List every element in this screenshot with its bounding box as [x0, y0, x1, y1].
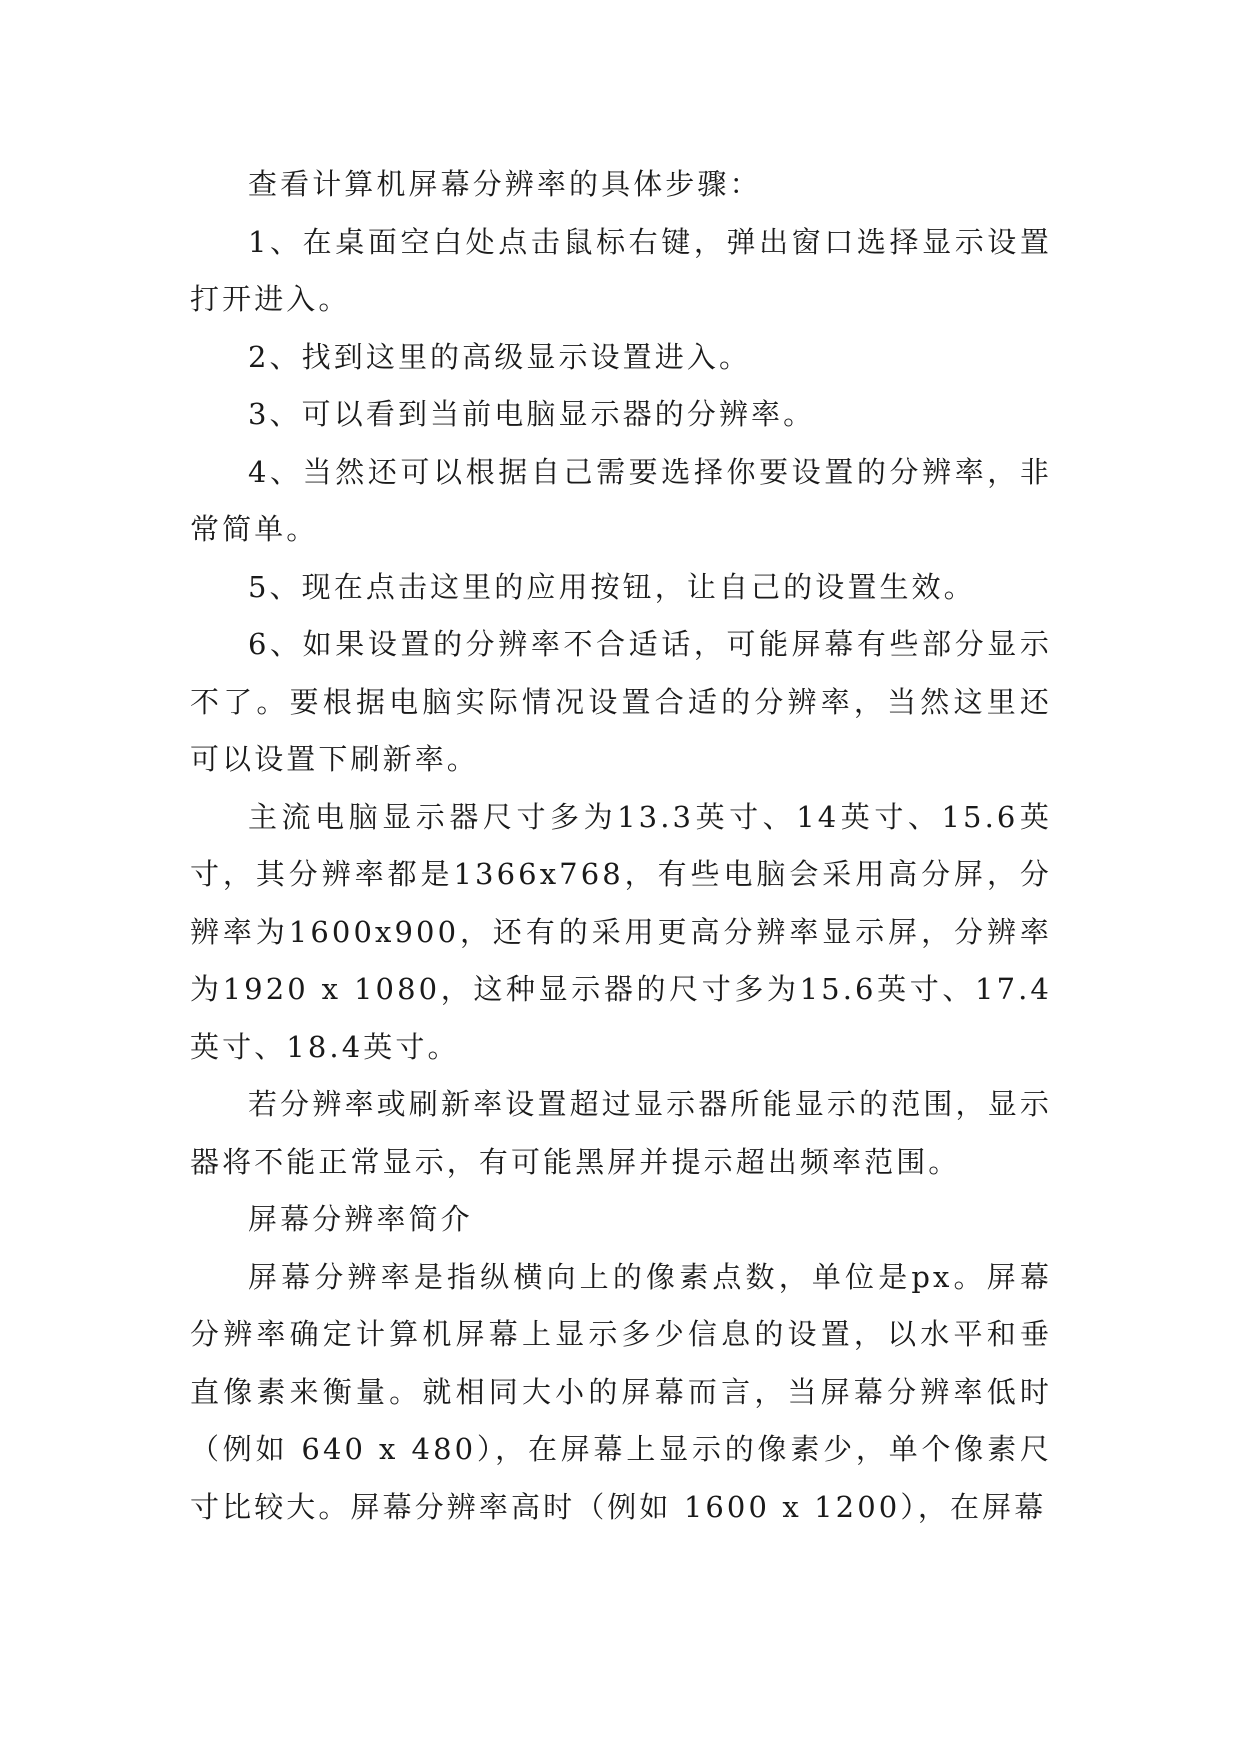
paragraph-step-5: 5、现在点击这里的应用按钮，让自己的设置生效。	[248, 569, 976, 604]
paragraph-step-1: 1、在桌面空白处点击鼠标右键，弹出窗口选择显示设置打开进入。	[190, 224, 1052, 316]
section-heading: 屏幕分辨率简介	[248, 1202, 473, 1236]
paragraph-step-4: 4、当然还可以根据自己需要选择你要设置的分辨率，非常简单。	[190, 454, 1052, 546]
paragraph-intro: 查看计算机屏幕分辨率的具体步骤：	[248, 167, 762, 201]
paragraph-screen-sizes: 主流电脑显示器尺寸多为13.3英寸、14英寸、15.6英寸，其分辨率都是1366x768，有些电脑会采用高分屏，分辨率为1600x900，还有的采用更高分辨率显示屏，分辨率为1920 x 1080，这种显示器的尺寸多为15.6英寸、17.4英寸、18.4英寸。	[190, 799, 1052, 1064]
paragraph-step-6: 6、如果设置的分辨率不合适话，可能屏幕有些部分显示不了。要根据电脑实际情况设置合适的分辨率，当然这里还可以设置下刷新率。	[190, 627, 1052, 776]
paragraph-out-of-range: 若分辨率或刷新率设置超过显示器所能显示的范围，显示器将不能正常显示，有可能黑屏并提示超出频率范围。	[190, 1087, 1052, 1179]
document-body	[190, 156, 1052, 1536]
paragraph-step-2: 2、找到这里的高级显示设置进入。	[248, 339, 752, 374]
paragraph-step-3: 3、可以看到当前电脑显示器的分辨率。	[248, 397, 816, 431]
paragraph-resolution-intro: 屏幕分辨率是指纵横向上的像素点数，单位是px。屏幕分辨率确定计算机屏幕上显示多少信息的设置，以水平和垂直像素来衡量。就相同大小的屏幕而言，当屏幕分辨率低时（例如 640 x 480），在屏幕上显示的像素少，单个像素尺寸比较大。屏幕分辨率高时（例如 1600 x 1200），在屏幕	[190, 1259, 1052, 1524]
